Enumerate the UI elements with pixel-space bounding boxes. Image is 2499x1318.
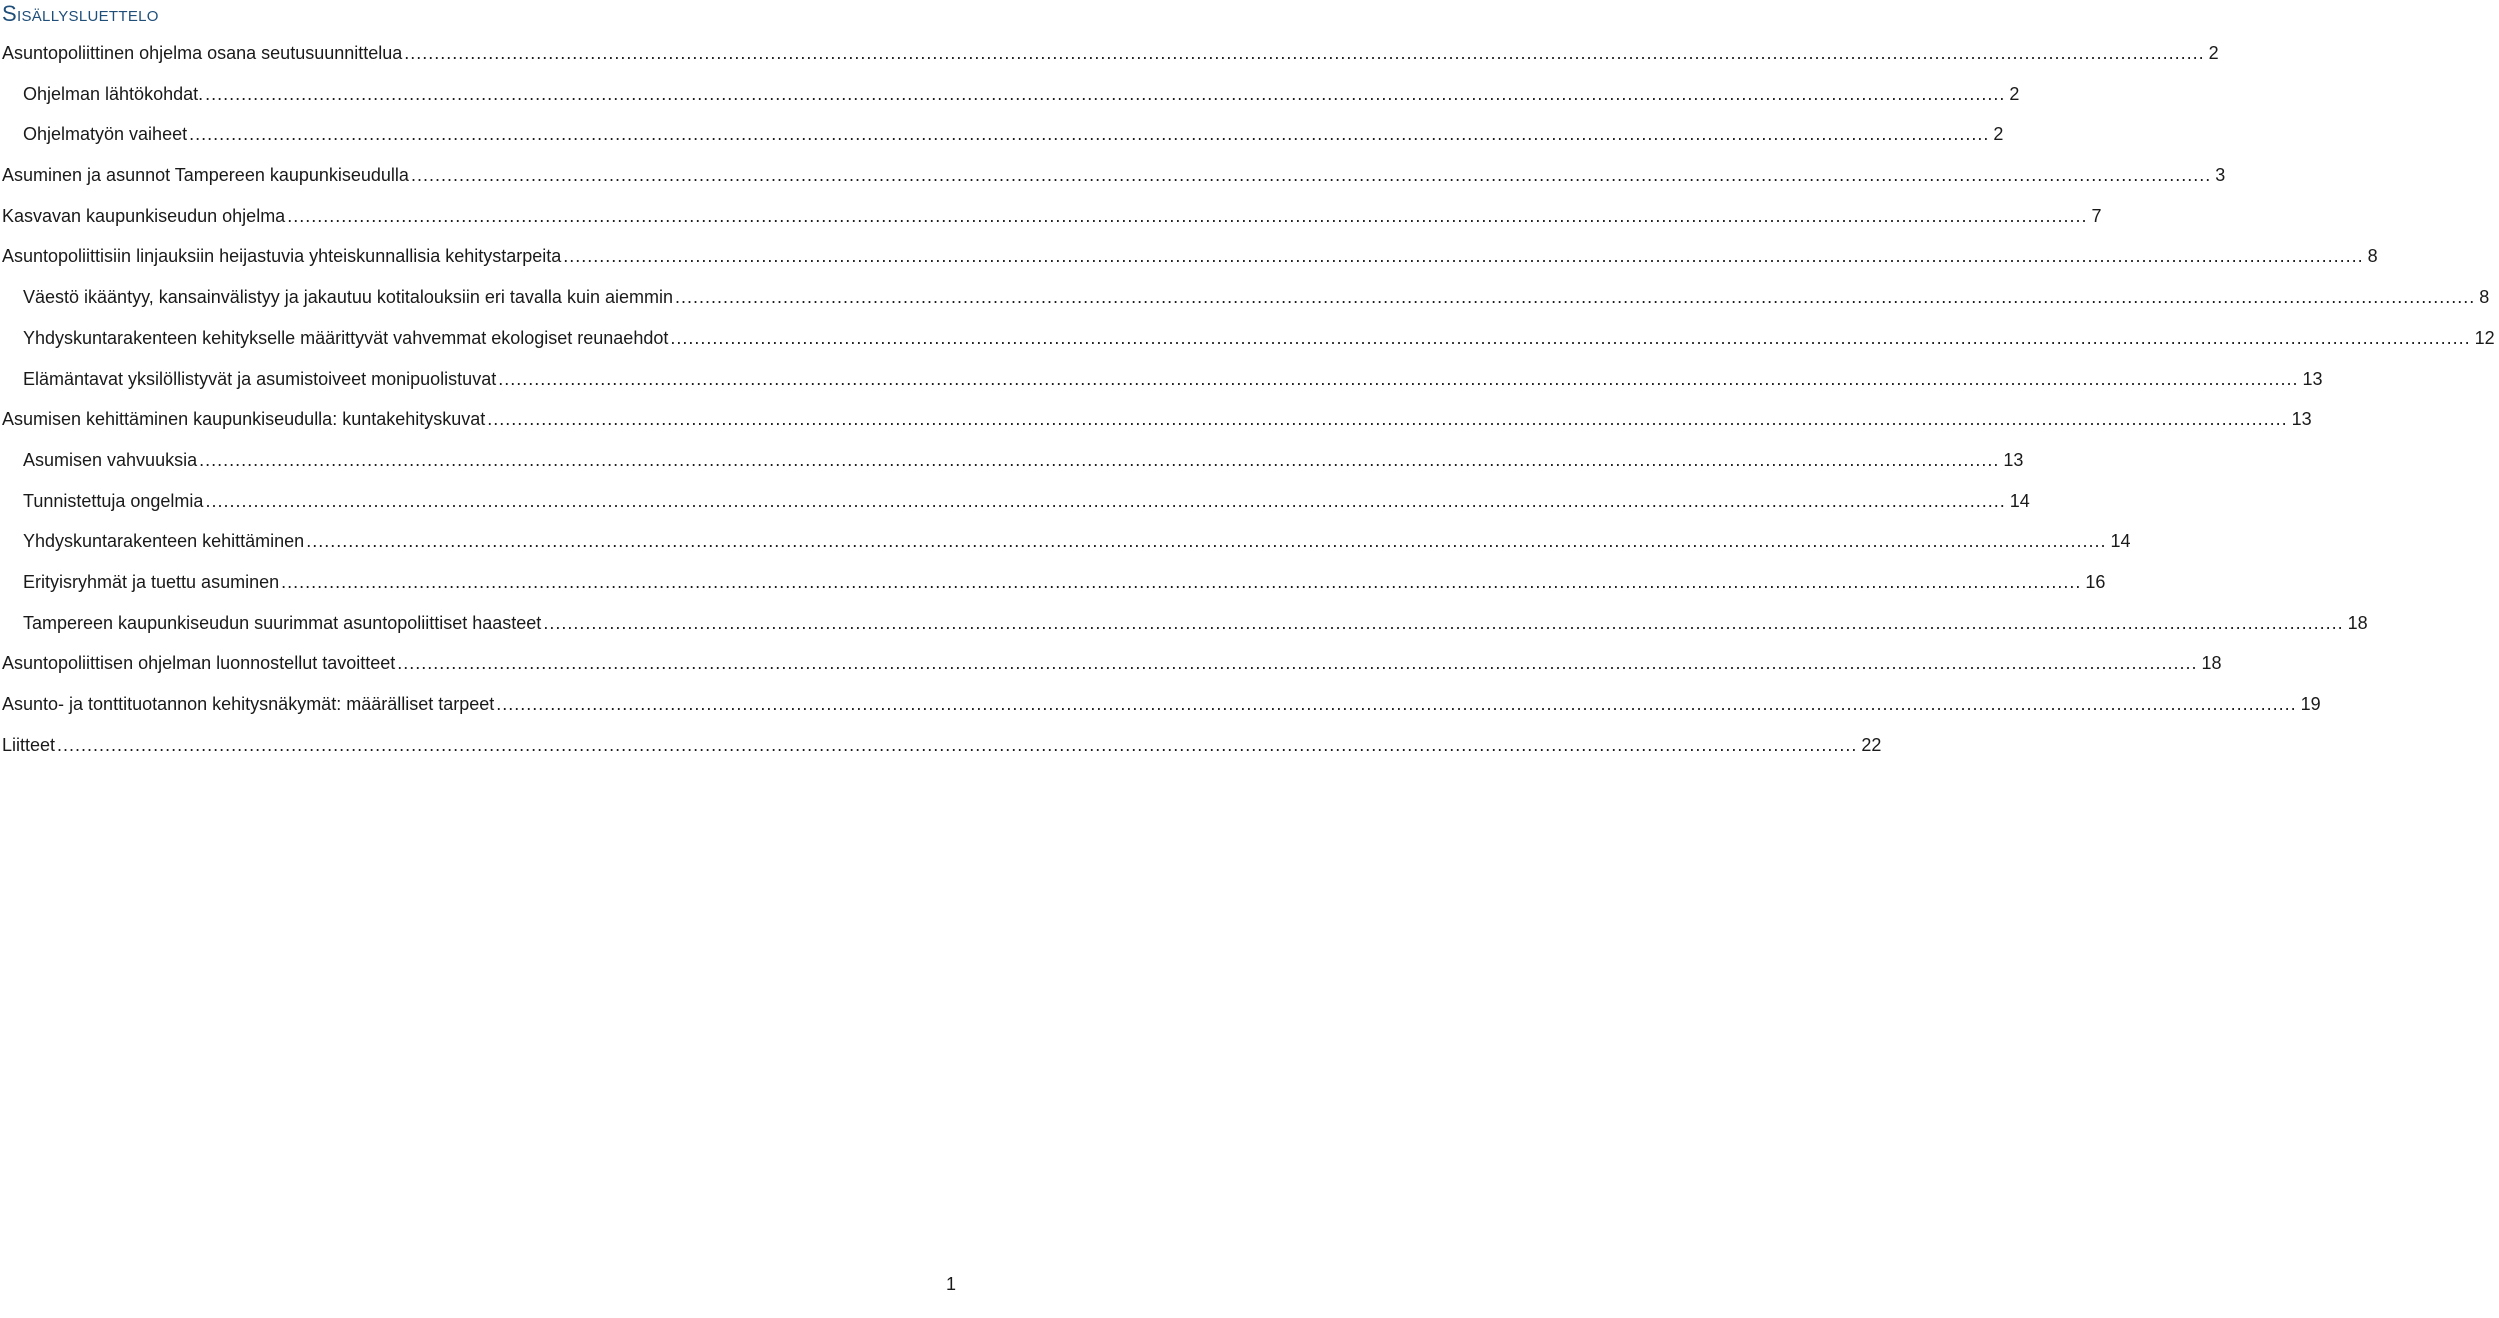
dot-leader: ............................................................................................................................................................................................................................................................................................................ bbox=[670, 327, 2471, 348]
dot-leader: ............................................................................................................................................................................................................................................................................................................ bbox=[563, 246, 2364, 267]
toc-entry-title[interactable]: Asuntopoliittinen ohjelma osana seutusuunnittelua bbox=[2, 43, 403, 63]
toc-entry-page[interactable]: 18 bbox=[2344, 611, 2372, 635]
toc-entry[interactable] bbox=[0, 489, 2030, 530]
toc-entry[interactable] bbox=[0, 611, 2368, 652]
toc-entry[interactable] bbox=[0, 82, 2020, 123]
dot-leader: ............................................................................................................................................................................................................................................................................................................ bbox=[205, 83, 2006, 104]
toc-entry-page[interactable]: 14 bbox=[2106, 529, 2134, 553]
toc-entry[interactable] bbox=[0, 692, 2321, 733]
toc-entry-page[interactable]: 22 bbox=[1857, 733, 1885, 757]
toc-entry[interactable] bbox=[0, 651, 2222, 692]
toc-entry-title[interactable]: Tunnistettuja ongelmia bbox=[23, 490, 204, 511]
dot-leader: ............................................................................................................................................................................................................................................................................................................ bbox=[410, 165, 2212, 186]
toc-entry[interactable] bbox=[0, 367, 2323, 408]
page-number: 1 bbox=[945, 1274, 956, 1294]
dot-leader: ............................................................................................................................................................................................................................................................................................................ bbox=[306, 531, 2107, 552]
toc-entry-title[interactable]: Kasvavan kaupunkiseudun ohjelma bbox=[2, 205, 286, 226]
toc-entry-page[interactable]: 7 bbox=[2088, 204, 2106, 228]
toc-entry-page[interactable]: 2 bbox=[2205, 41, 2223, 65]
toc-entry-page[interactable]: 14 bbox=[2006, 489, 2034, 513]
toc-entry-title[interactable]: Liitteet bbox=[2, 734, 56, 755]
toc-entry-page[interactable]: 19 bbox=[2297, 692, 2325, 716]
toc-entry-title[interactable]: Elämäntavat yksilöllistyvät ja asumistoiveet monipuolistuvat bbox=[23, 368, 497, 389]
toc-entry-page[interactable]: 2 bbox=[1989, 122, 2007, 146]
toc-entry-title[interactable]: Yhdyskuntarakenteen kehittäminen bbox=[23, 531, 305, 552]
dot-leader: ............................................................................................................................................................................................................................................................................................................ bbox=[675, 287, 2476, 308]
toc-entry-page[interactable]: 13 bbox=[2299, 367, 2327, 391]
toc-entry[interactable] bbox=[0, 163, 2226, 204]
toc-entry-page[interactable]: 16 bbox=[2081, 570, 2109, 594]
toc-entry[interactable] bbox=[0, 204, 2102, 245]
toc-entry-page[interactable]: 12 bbox=[2471, 326, 2499, 350]
dot-leader: ............................................................................................................................................................................................................................................................................................................ bbox=[397, 653, 2198, 674]
dot-leader: ............................................................................................................................................................................................................................................................................................................ bbox=[287, 205, 2088, 226]
toc-entry[interactable] bbox=[0, 244, 2378, 285]
toc-title: Sisällysluettelo bbox=[2, 1, 159, 26]
dot-leader: ............................................................................................................................................................................................................................................................................................................ bbox=[487, 409, 2288, 430]
dot-leader: ............................................................................................................................................................................................................................................................................................................ bbox=[281, 571, 2082, 592]
toc-list bbox=[0, 41, 2495, 773]
toc-entry-page[interactable]: 8 bbox=[2475, 285, 2493, 309]
toc-entry[interactable] bbox=[0, 326, 2495, 367]
toc-entry-title[interactable]: Asuminen ja asunnot Tampereen kaupunkiseudulla bbox=[2, 165, 409, 186]
toc-entry-title[interactable]: Asumisen kehittäminen kaupunkiseudulla: kuntakehityskuvat bbox=[2, 409, 486, 430]
dot-leader: ............................................................................................................................................................................................................................................................................................................ bbox=[404, 43, 2205, 63]
toc-entry-title[interactable]: Asuntopoliittisen ohjelman luonnostellut tavoitteet bbox=[2, 653, 396, 674]
toc-entry[interactable] bbox=[0, 285, 2490, 326]
toc-entry-page[interactable]: 2 bbox=[2005, 82, 2023, 106]
toc-entry-title[interactable]: Erityisryhmät ja tuettu asuminen bbox=[23, 571, 280, 592]
toc-entry[interactable] bbox=[0, 122, 2004, 163]
toc-entry-title[interactable]: Yhdyskuntarakenteen kehitykselle määrittyvät vahvemmat ekologiset reunaehdot bbox=[23, 327, 669, 348]
dot-leader: ............................................................................................................................................................................................................................................................................................................ bbox=[498, 368, 2299, 389]
toc-entry[interactable] bbox=[0, 407, 2312, 448]
toc-entry-page[interactable]: 3 bbox=[2211, 163, 2229, 187]
dot-leader: ............................................................................................................................................................................................................................................................................................................ bbox=[57, 734, 1858, 755]
toc-entry[interactable] bbox=[0, 448, 2024, 489]
toc-entry-title[interactable]: Asuntopoliittisiin linjauksiin heijastuvia yhteiskunnallisia kehitystarpeita bbox=[2, 246, 562, 267]
toc-entry-title[interactable]: Ohjelmatyön vaiheet bbox=[23, 124, 188, 145]
dot-leader: ............................................................................................................................................................................................................................................................................................................ bbox=[543, 612, 2344, 633]
toc-entry[interactable] bbox=[0, 529, 2131, 570]
toc-entry[interactable] bbox=[0, 570, 2106, 611]
toc-entry-title[interactable]: Ohjelman lähtökohdat. bbox=[23, 83, 204, 104]
toc-entry[interactable] bbox=[0, 733, 1882, 774]
toc-entry-page[interactable]: 18 bbox=[2198, 651, 2226, 675]
dot-leader: ............................................................................................................................................................................................................................................................................................................ bbox=[189, 124, 1990, 145]
toc-entry-page[interactable]: 8 bbox=[2364, 244, 2382, 268]
toc-entry-page[interactable]: 13 bbox=[1999, 448, 2027, 472]
toc-entry-page[interactable]: 13 bbox=[2288, 407, 2316, 431]
toc-entry-title[interactable]: Asumisen vahvuuksia bbox=[23, 449, 198, 470]
dot-leader: ............................................................................................................................................................................................................................................................................................................ bbox=[205, 490, 2006, 511]
dot-leader: ............................................................................................................................................................................................................................................................................................................ bbox=[199, 449, 2000, 470]
toc-entry-title[interactable]: Väestö ikääntyy, kansainvälistyy ja jakautuu kotitalouksiin eri tavalla kuin aiemmin bbox=[23, 287, 673, 308]
toc-entry-title[interactable]: Asunto- ja tonttituotannon kehitysnäkymät: määrälliset tarpeet bbox=[2, 694, 495, 714]
dot-leader: ............................................................................................................................................................................................................................................................................................................ bbox=[496, 694, 2297, 714]
toc-entry-title[interactable]: Tampereen kaupunkiseudun suurimmat asuntopoliittiset haasteet bbox=[23, 612, 542, 633]
toc-entry[interactable] bbox=[0, 41, 2219, 82]
